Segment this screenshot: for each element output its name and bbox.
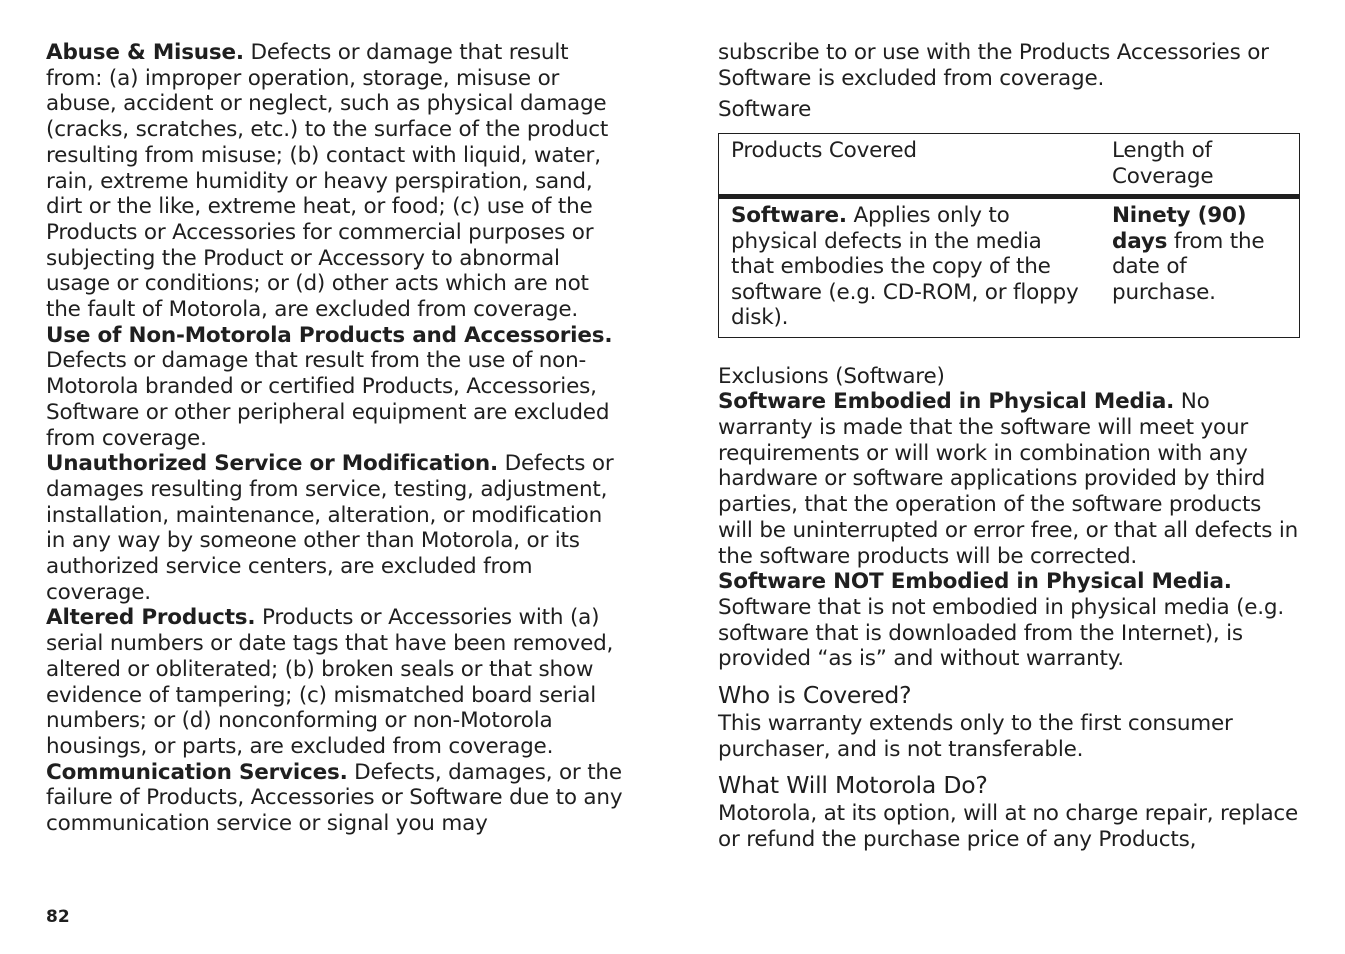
cell-heading: Software.	[731, 203, 847, 229]
paragraph-non-motorola-products	[46, 323, 626, 452]
paragraph-communication-services	[46, 760, 626, 837]
continuation-text: subscribe to or use with the Products Accessories or Software is excluded from coverage.	[718, 40, 1269, 91]
exclusions-label: Exclusions (Software)	[718, 363, 945, 389]
paragraph-altered-products	[46, 605, 626, 759]
what-will-motorola-do-heading: What Will Motorola Do?	[718, 771, 988, 800]
software-cell	[719, 197, 1101, 338]
cell-body: Applies only to physical defects in the media that embodies the copy of the software (e.g. CD-ROM, or floppy disk).	[731, 203, 1079, 331]
paragraph-body: Defects or damages resulting from service, testing, adjustment, installation, maintenance, alteration, or modification in any way by someone other than Motorola, or its authorized service centers, are excluded from coverage.	[46, 451, 614, 605]
cell-heading: Ninety (90) days	[1112, 203, 1247, 254]
paragraph-unauthorized-service	[46, 451, 626, 605]
paragraph-heading: Use of Non-Motorola Products and Accessories.	[46, 322, 613, 348]
who-is-covered-heading: Who is Covered?	[718, 681, 912, 710]
paragraph-body: Defects, damages, or the failure of Products, Accessories or Software due to any communication service or signal you may	[46, 759, 623, 837]
header-products-covered: Products Covered	[731, 138, 917, 164]
right-column	[718, 40, 1300, 853]
paragraph-heading: Communication Services.	[46, 759, 348, 785]
paragraph-heading: Software Embodied in Physical Media.	[718, 389, 1175, 415]
paragraph-heading: Software NOT Embodied in Physical Media.	[718, 569, 1232, 595]
paragraph-body: Products or Accessories with (a) serial numbers or date tags that have been removed, altered or obliterated; (b) broken seals or that show evidence of tampering; (c) mismatched board serial numbers; or (d) nonconforming or non-Motorola housings, or parts, are excluded from coverage.	[46, 605, 614, 759]
paragraph-body: Software that is not embodied in physical media (e.g. software that is downloaded from the Internet), is provided “as is” and without warranty.	[718, 594, 1285, 672]
software-coverage-table	[718, 133, 1300, 338]
who-is-covered-text: This warranty extends only to the first consumer purchaser, and is not transferable.	[718, 711, 1233, 762]
paragraph-heading: Unauthorized Service or Modification.	[46, 451, 498, 477]
paragraph-software-not-embodied	[718, 569, 1300, 672]
paragraph-body: Defects or damage that result from the use of non-Motorola branded or certified Products, Accessories, Software or other peripheral equipment are excluded from coverage.	[46, 348, 610, 451]
paragraph-body: No warranty is made that the software will meet your requirements or will work in combination with any hardware or software applications provided by third parties, that the operation of the software products will be uninterrupted or error free, or that all defects in the software products will be corrected.	[718, 389, 1299, 569]
software-label: Software	[718, 97, 812, 123]
coverage-length-cell	[1100, 197, 1300, 338]
paragraph-software-embodied	[718, 389, 1300, 569]
what-will-motorola-do-text: Motorola, at its option, will at no charge repair, replace or refund the purchase price of any Products,	[718, 801, 1299, 853]
paragraph-abuse-misuse	[46, 40, 626, 323]
header-length-of-coverage: Length of Coverage	[1112, 138, 1214, 189]
cell-body: from the date of purchase.	[1112, 228, 1265, 305]
paragraph-heading: Altered Products.	[46, 605, 256, 631]
table-header-row	[719, 134, 1300, 197]
paragraph-heading: Abuse & Misuse.	[46, 40, 244, 65]
left-column	[46, 40, 626, 837]
page-number: 82	[46, 907, 70, 927]
table-row	[719, 197, 1300, 338]
paragraph-body: Defects or damage that result from: (a) improper operation, storage, misuse or abuse, accident or neglect, such as physical damage (cracks, scratches, etc.) to the surface of the product resulting from misuse; (b) contact with liquid, water, rain, extreme humidity or heavy perspiration, sand, dirt or the like, extreme heat, or food; (c) use of the Products or Accessories for commercial purposes or subjecting the Product or Accessory to abnormal usage or conditions; or (d) other acts which are not the fault of Motorola, are excluded from coverage.	[46, 40, 609, 323]
